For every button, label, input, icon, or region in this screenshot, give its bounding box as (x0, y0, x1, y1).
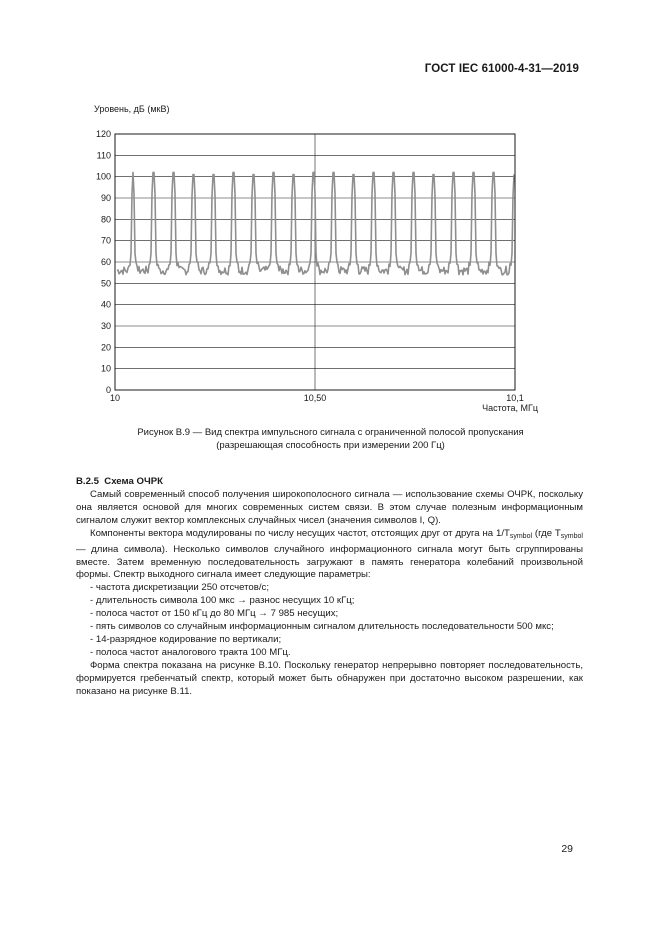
section-number: В.2.5 (76, 476, 99, 487)
document-header: ГОСТ IEC 61000-4-31—2019 (424, 63, 579, 75)
x-axis-label: Частота, МГц (482, 403, 538, 413)
paragraph-3: Форма спектра показана на рисунке В.10. Поскольку генератор непрерывно повторяет последовательность, формируется гребенчатый спектр, который может быть обнаружен при достаточно высоком разрешении, как показано на рисунке В.11. (76, 659, 583, 697)
paragraph-2: Компоненты вектора модулированы по числу несущих частот, отстоящих друг от друга на $1/T_{symbol}$ (где $T_{symbol}$ — длина символа). Несколько символов случайного информационного сигнала могут быть сгруппированы вместе. Затем временную последовательность загружают в память генератора колебаний произвольной формы. Спектр выходного сигнала имеет следующие параметры: (76, 527, 583, 581)
figure-caption-line1: Рисунок В.9 — Вид спектра импульсного сигнала с ограниченной полосой пропускания (137, 427, 524, 438)
y-tick-label: 0 (105, 385, 111, 395)
page-number: 29 (561, 843, 573, 855)
y-tick-label: 120 (95, 129, 111, 139)
y-tick-label: 90 (100, 193, 111, 203)
body-text (76, 489, 583, 699)
y-tick-label: 110 (96, 150, 111, 161)
list-item: - полоса частот аналогового тракта 100 МГц. (90, 646, 291, 658)
chart-grid (115, 134, 515, 390)
list-item: - пять символов со случайным информационным сигналом длительность последовательности 500 мкс; (90, 621, 554, 633)
y-tick-label: 20 (100, 342, 111, 353)
list-item: - полоса частот от 150 кГц до 80 МГц → 7 985 несущих; (90, 608, 339, 620)
figure-caption-line2: (разрешающая способность при измерении 200 Гц) (216, 440, 445, 451)
section-title: Схема ОЧРК (104, 476, 163, 487)
y-tick-label: 100 (95, 171, 111, 182)
list-item: - частота дискретизации 250 отсчетов/с; (90, 582, 269, 594)
section-heading (76, 476, 163, 487)
x-tick-label-right: 10,1 (506, 393, 524, 403)
list-item: - 14-разрядное кодирование по вертикали; (90, 633, 282, 645)
y-tick-label: 70 (100, 235, 111, 246)
x-tick-label-center: 10,50 (303, 393, 327, 403)
signal-trace (117, 172, 514, 274)
y-tick-labels (96, 129, 111, 395)
paragraph-1: Самый современный способ получения широкополосного сигнала — использование схемы ОЧРК, поскольку она является основой для многих современных систем связи. В этом случае полезным информационным сигналом служит вектор комплексных случайных чисел (значения символов I, Q). (76, 489, 583, 526)
spectrum-chart (0, 0, 661, 420)
x-tick-label-left: 10 (109, 393, 121, 403)
y-axis-label: Уровень, дБ (мкВ) (94, 104, 170, 114)
y-tick-label: 60 (100, 257, 111, 267)
y-tick-label: 40 (100, 299, 111, 310)
y-tick-label: 80 (100, 214, 111, 225)
y-tick-label: 50 (100, 278, 111, 289)
y-tick-label: 10 (100, 363, 111, 374)
y-tick-label: 30 (100, 321, 111, 331)
list-item: - длительность символа 100 мкс → разнос несущих 10 кГц; (90, 595, 355, 607)
